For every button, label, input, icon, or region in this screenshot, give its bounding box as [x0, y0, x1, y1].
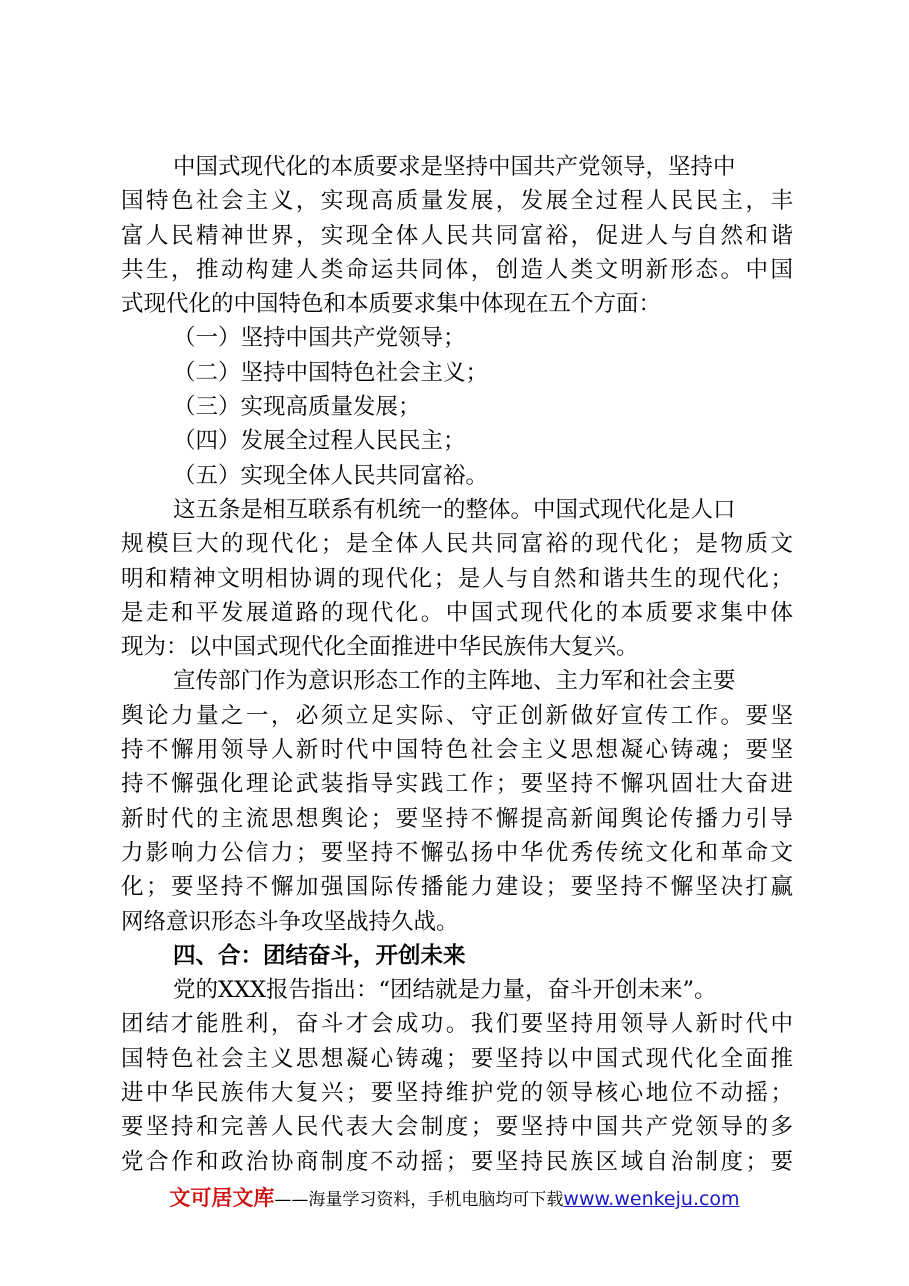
- list-item-5: （五）实现全体人民共同富裕。: [173, 462, 489, 489]
- paragraph-1-line-2: 国特色社会主义，实现高质量发展，发展全过程人民民主，丰: [121, 188, 793, 215]
- footer-brand: 文可居文库: [169, 1186, 275, 1210]
- paragraph-4-line-2: 团结才能胜利，奋斗才会成功。我们要坚持用领导人新时代中: [121, 1011, 793, 1038]
- paragraph-3-line-6: 力影响力公信力；要坚持不懈弘扬中华优秀传统文化和革命文: [121, 839, 793, 866]
- paragraph-4-line-1: 党的XXX报告指出：“团结就是力量，奋斗开创未来”。: [173, 977, 717, 1004]
- paragraph-1-line-3: 富人民精神世界，实现全体人民共同富裕，促进人与自然和谐: [121, 222, 793, 249]
- paragraph-3-line-4: 持不懈强化理论武装指导实践工作；要坚持不懈巩固壮大奋进: [121, 771, 793, 798]
- footer-banner: [0, 1182, 909, 1212]
- paragraph-3-line-3: 持不懈用领导人新时代中国特色社会主义思想凝心铸魂；要坚: [121, 737, 793, 764]
- paragraph-2-line-3: 明和精神文明相协调的现代化；是人与自然和谐共生的现代化；: [121, 565, 793, 592]
- paragraph-3-line-7: 化；要坚持不懈加强国际传播能力建设；要坚持不懈坚决打赢: [121, 874, 793, 901]
- footer-site-link[interactable]: www.wenkeju.com: [563, 1188, 740, 1210]
- paragraph-2-line-2: 规模巨大的现代化；是全体人民共同富裕的现代化；是物质文: [121, 531, 793, 558]
- paragraph-4-line-3: 国特色社会主义思想凝心铸魂；要坚持以中国式现代化全面推: [121, 1045, 793, 1072]
- paragraph-4-line-5: 要坚持和完善人民代表大会制度；要坚持中国共产党领导的多: [121, 1114, 793, 1141]
- paragraph-2-line-5: 现为：以中国式现代化全面推进中华民族伟大复兴。: [121, 634, 639, 661]
- paragraph-3-line-8: 网络意识形态斗争攻坚战持久战。: [121, 908, 459, 935]
- list-item-1: （一）坚持中国共产党领导；: [173, 325, 466, 352]
- document-body: [121, 150, 793, 1179]
- footer-tagline: ——海量学习资料，手机电脑均可下载: [274, 1190, 564, 1210]
- paragraph-1-line-4: 共生，推动构建人类命运共同体，创造人类文明新形态。中国: [121, 256, 793, 283]
- list-item-3: （三）实现高质量发展；: [173, 394, 421, 421]
- section-heading: 四、合：团结奋斗，开创未来: [173, 942, 466, 969]
- paragraph-3-line-1: 宣传部门作为意识形态工作的主阵地、主力军和社会主要: [173, 668, 736, 695]
- paragraph-3-line-5: 新时代的主流思想舆论；要坚持不懈提高新闻舆论传播力引导: [121, 805, 793, 832]
- paragraph-3-line-2: 舆论力量之一，必须立足实际、守正创新做好宣传工作。要坚: [121, 702, 793, 729]
- list-item-4: （四）发展全过程人民民主；: [173, 428, 466, 455]
- paragraph-1-line-1: 中国式现代化的本质要求是坚持中国共产党领导，坚持中: [173, 154, 736, 180]
- list-item-2: （二）坚持中国特色社会主义；: [173, 359, 489, 386]
- paragraph-4-line-4: 进中华民族伟大复兴；要坚持维护党的领导核心地位不动摇；: [121, 1080, 793, 1107]
- paragraph-1-line-5: 式现代化的中国特色和本质要求集中体现在五个方面：: [121, 291, 662, 318]
- paragraph-2-line-1: 这五条是相互联系有机统一的整体。中国式现代化是人口: [173, 496, 736, 523]
- paragraph-2-line-4: 是走和平发展道路的现代化。中国式现代化的本质要求集中体: [121, 599, 793, 626]
- paragraph-4-line-6: 党合作和政治协商制度不动摇；要坚持民族区域自治制度；要: [121, 1148, 793, 1175]
